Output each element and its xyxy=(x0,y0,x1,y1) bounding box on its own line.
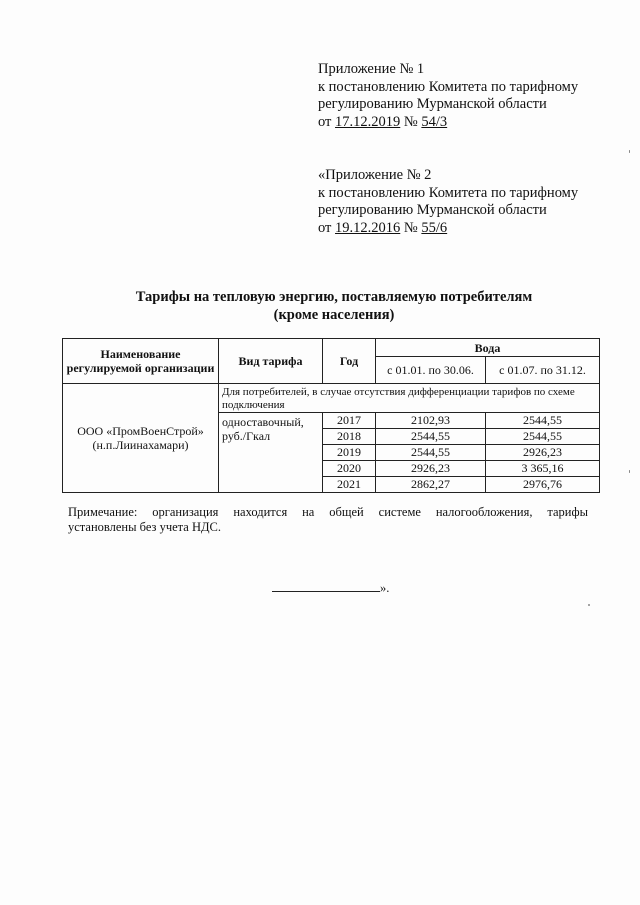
note-line1: Примечание: организация находится на общей системе налогообложения, тарифы xyxy=(68,505,588,519)
value-period-1: 2102,93 xyxy=(376,413,486,429)
note-line2: установлены без учета НДС. xyxy=(68,520,221,534)
value-period-2: 2544,55 xyxy=(486,429,600,445)
closing-mark xyxy=(272,580,389,596)
appendix-2-line3: регулированию Мурманской области xyxy=(318,202,547,218)
appendix-2-title: «Приложение № 2 xyxy=(318,167,432,183)
table-condition-row xyxy=(63,384,600,413)
appendix-1-date: 17.12.2019 xyxy=(335,113,401,130)
closing-underline xyxy=(272,580,380,592)
value-period-2: 2976,76 xyxy=(486,477,600,493)
document-title xyxy=(60,288,608,324)
appendix-2-number: 55/6 xyxy=(421,219,448,236)
header-water: Вода xyxy=(376,339,600,357)
header-tariff-type: Вид тарифа xyxy=(219,339,323,384)
appendix-2-date-prefix: от xyxy=(318,219,336,236)
year-cell: 2019 xyxy=(323,445,376,461)
header-organization: Наименование регулируемой организации xyxy=(63,339,219,384)
appendix-2-number-prefix: № xyxy=(400,219,422,236)
note-paragraph xyxy=(68,505,588,535)
appendix-2-date-line xyxy=(318,220,618,238)
closing-quote: ». xyxy=(380,581,390,595)
value-period-1: 2544,55 xyxy=(376,445,486,461)
value-period-2: 3 365,16 xyxy=(486,461,600,477)
scan-speck xyxy=(588,604,590,606)
tariff-type-cell: одноставочный, руб./Гкал xyxy=(219,413,323,493)
appendix-2-line2: к постановлению Комитета по тарифному xyxy=(318,184,579,201)
value-period-1: 2926,23 xyxy=(376,461,486,477)
appendix-1-number: 54/3 xyxy=(421,113,448,130)
year-cell: 2020 xyxy=(323,461,376,477)
appendix-1-title: Приложение № 1 xyxy=(318,61,425,77)
appendix-1-header xyxy=(318,61,618,131)
header-period-1: с 01.01. по 30.06. xyxy=(376,357,486,384)
year-cell: 2017 xyxy=(323,413,376,429)
appendix-2-header xyxy=(318,167,618,237)
appendix-1-line3: регулированию Мурманской области xyxy=(318,96,547,112)
organization-cell: ООО «ПромВоенСтрой» (н.п.Лиинахамари) xyxy=(63,384,219,493)
appendix-2-date: 19.12.2016 xyxy=(335,219,401,236)
document-title-line2: (кроме населения) xyxy=(273,307,395,323)
value-period-1: 2862,27 xyxy=(376,477,486,493)
appendix-1-date-line xyxy=(318,114,618,132)
header-period-2: с 01.07. по 31.12. xyxy=(486,357,600,384)
scan-speck xyxy=(629,470,630,473)
condition-cell: Для потребителей, в случае отсутствия дифференциации тарифов по схеме подключения xyxy=(219,384,600,413)
appendix-1-date-prefix: от xyxy=(318,113,336,130)
appendix-1-number-prefix: № xyxy=(400,113,422,130)
table-header-row xyxy=(63,339,600,357)
scan-speck xyxy=(629,150,630,153)
year-cell: 2018 xyxy=(323,429,376,445)
value-period-2: 2926,23 xyxy=(486,445,600,461)
value-period-1: 2544,55 xyxy=(376,429,486,445)
document-title-line1: Тарифы на тепловую энергию, поставляемую потребителям xyxy=(135,289,533,305)
tariff-table xyxy=(62,338,600,493)
year-cell: 2021 xyxy=(323,477,376,493)
header-year: Год xyxy=(323,339,376,384)
value-period-2: 2544,55 xyxy=(486,413,600,429)
appendix-1-line2: к постановлению Комитета по тарифному xyxy=(318,78,579,95)
